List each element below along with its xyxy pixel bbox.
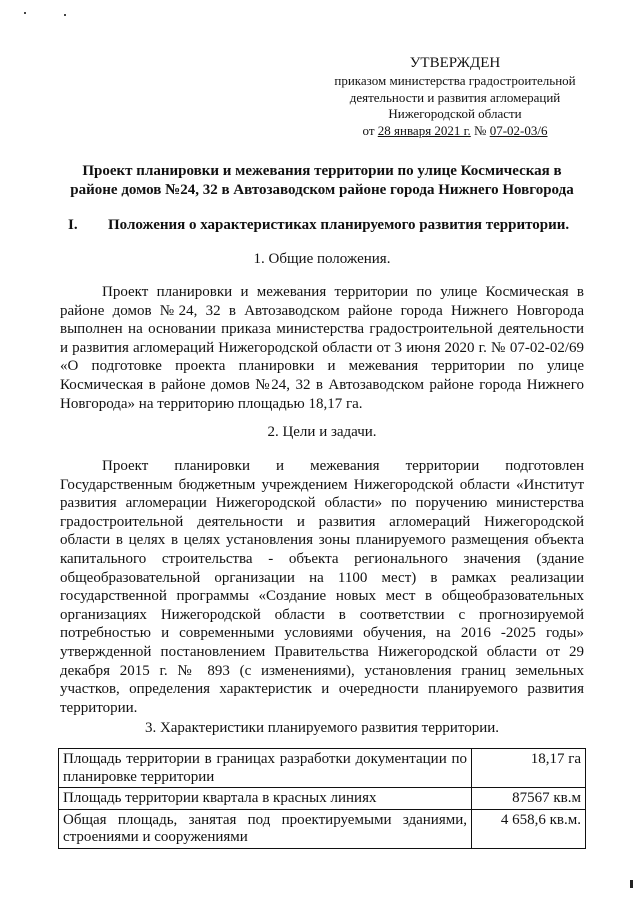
- approval-date-line: [318, 123, 592, 140]
- section-1-heading: [68, 216, 592, 235]
- approval-stamp: [318, 54, 592, 139]
- approval-from-prefix: от: [362, 122, 375, 138]
- approval-date: 28 января 2021 г.: [377, 122, 471, 138]
- table-row: [59, 809, 586, 848]
- approval-line-2: деятельности и развития агломераций: [349, 89, 561, 105]
- table-cell-value: 18,17 га: [472, 749, 586, 788]
- approval-number: 07-02-03/6: [489, 122, 548, 138]
- approval-line-3: Нижегородской области: [388, 106, 522, 121]
- approval-number-sign: №: [474, 122, 487, 138]
- table-row: [59, 749, 586, 788]
- characteristics-table: [58, 748, 586, 849]
- table-cell-name: Площадь территории квартала в красных линиях: [59, 788, 472, 810]
- table-cell-name: Общая площадь, занятая под проектируемыми зданиями, строениями и сооружениями: [59, 809, 472, 848]
- subsection-2-heading: 2. Цели и задачи.: [267, 424, 377, 440]
- table-cell-value: 87567 кв.м: [472, 788, 586, 810]
- scan-speck: [64, 14, 66, 16]
- subsection-2-paragraph: Проект планировки и межевания территории подготовлен Государственным бюджетным учреждением Нижегородской области «Институт развития агломерации Нижегородской области» по поручению министерства градостроительной деятельности и развития агломераций Нижегородской области в целях в целях установления зоны планируемого размещения объекта капитального строительства - объекта регионального значения (здание общеобразовательной организации на 1100 мест) в рамках реализации государственной программы «Создание новых мест в общеобразовательных организациях Нижегородской области в соответствии с прогнозируемой потребностью и современными условиями обучения, на 2016 -2025 годы» утвержденной постановлением Правительства Нижегородской области от 29 декабря 2015 г. № 893 (с изменениями), установления границ земельных участков, определения характеристик и очередности планируемого развития территории.: [60, 458, 584, 716]
- section-1-number: I.: [68, 217, 78, 233]
- document-title: Проект планировки и межевания территории по улице Космическая в районе домов №24, 32 в Автозаводском районе города Нижнего Новгорода: [70, 163, 574, 198]
- table-cell-value: 4 658,6 кв.м.: [472, 809, 586, 848]
- subsection-1-paragraph: Проект планировки и межевания территории по улице Космическая в районе домов №24, 32 в Автозаводском районе города Нижнего Новгорода выполнен на основании приказа министерства градостроительной деятельности и развития агломераций Нижегородской области от 3 июня 2020 г. № 07-02-02/69 «О подготовке проекта планировки и межевания территории по улице Космическая в районе домов №24, 32 в Автозаводском районе города Нижнего Новгорода» на территорию площадью 18,17 га.: [60, 284, 584, 412]
- subsection-1-heading: 1. Общие положения.: [253, 251, 391, 267]
- table-cell-name: Площадь территории в границах разработки документации по планировке территории: [59, 749, 472, 788]
- approval-line-1: приказом министерства градостроительной: [334, 73, 576, 88]
- section-1-title: Положения о характеристиках планируемого развития территории.: [108, 217, 570, 233]
- subsection-3-heading: 3. Характеристики планируемого развития территории.: [144, 720, 500, 736]
- table-row: [59, 788, 586, 810]
- scan-speck: [24, 12, 26, 14]
- approval-heading: УТВЕРЖДЕН: [409, 55, 501, 71]
- scan-mark: [630, 880, 633, 888]
